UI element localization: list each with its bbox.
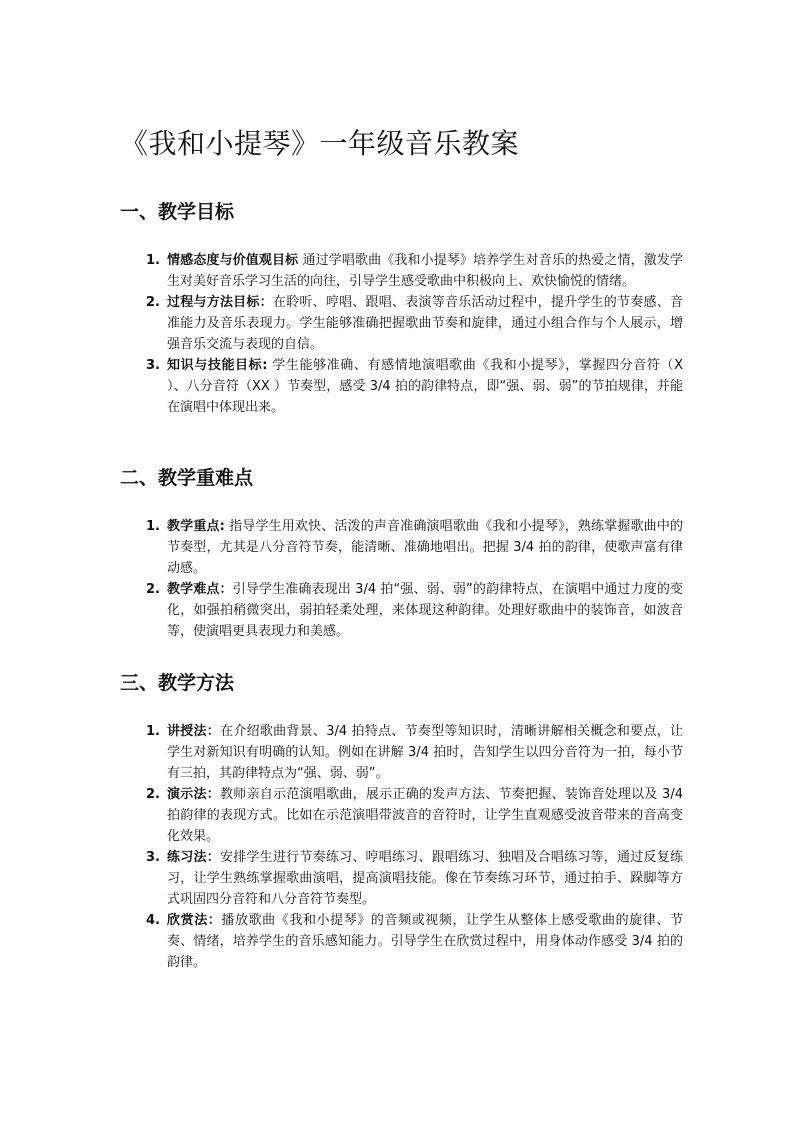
goal-list	[146, 250, 683, 418]
item-text: 播放歌曲《我和小提琴》的音频或视频，让学生从整体上感受歌曲的旋律、节奏、情绪，培养学生的音乐感知能力。引导学生在欣赏过程中，用身体动作感受 3/4 拍的韵律。	[167, 913, 683, 970]
item-text: 在介绍歌曲背景、3/4 拍特点、节奏型等知识时，清晰讲解相关概念和要点，让学生对新知识有明确的认知。例如在讲解 3/4 拍时，告知学生以四分音符为一拍，每小节有三拍，其韵律特点为“强、弱、弱”。	[167, 724, 683, 781]
section-heading: 三、教学方法	[120, 672, 235, 694]
item-text: 在聆听、哼唱、跟唱、表演等音乐活动过程中，提升学生的节奏感、音准能力及音乐表现力。学生能够准确把握歌曲节奏和旋律，通过小组合作与个人展示，增强音乐交流与表现的自信。	[167, 295, 683, 352]
item-text: 引导学生准确表现出 3/4 拍“强、弱、弱”的韵律特点，在演唱中通过力度的变化，如强拍稍微突出，弱拍轻柔处理，来体现这种韵律。处理好歌曲中的装饰音，如波音等，使演唱更具表现力和美感。	[167, 582, 683, 639]
item-number: 4.	[146, 913, 160, 928]
item-number: 1.	[146, 253, 160, 268]
section-heading: 二、教学重难点	[120, 467, 254, 489]
section-key-difficult-points	[120, 464, 684, 639]
item-lead: 教学难点：	[167, 582, 233, 597]
list-item	[146, 355, 683, 418]
item-lead: 情感态度与价值观目标	[167, 253, 299, 268]
item-lead: 讲授法：	[167, 724, 221, 739]
item-number: 1.	[146, 519, 160, 534]
item-number: 3.	[146, 850, 160, 865]
item-number: 3.	[146, 358, 160, 373]
item-lead: 知识与技能目标:	[167, 358, 268, 373]
section-heading: 一、教学目标	[120, 201, 235, 223]
list-item	[146, 579, 683, 642]
item-lead: 演示法：	[167, 787, 221, 802]
item-text: 安排学生进行节奏练习、哼唱练习、跟唱练习、独唱及合唱练习等，通过反复练习，让学生熟练掌握歌曲演唱，提高演唱技能。像在节奏练习环节，通过拍手、跺脚等方式巩固四分音符和八分音符节奏型。	[167, 850, 683, 907]
item-number: 2.	[146, 582, 160, 597]
item-lead: 练习法：	[167, 850, 220, 865]
item-text: 学生能够准确、有感情地演唱歌曲《我和小提琴》，掌握四分音符（X ）、八分音符（XX ）节奏型，感受 3/4 拍的韵律特点，即“强、弱、弱”的节拍规律，并能在演唱中体现出来。	[167, 358, 683, 415]
list-item	[146, 292, 683, 355]
list-item	[146, 721, 683, 784]
section-teaching-methods	[120, 669, 683, 970]
item-lead: 过程与方法目标：	[167, 295, 273, 310]
item-text: 通过学唱歌曲《我和小提琴》培养学生对音乐的热爱之情，激发学生对美好音乐学习生活的向往，引导学生感受歌曲中积极向上、欢快愉悦的情绪。	[167, 253, 683, 289]
item-lead: 欣赏法：	[167, 913, 222, 928]
list-item	[146, 250, 683, 292]
list-item	[146, 847, 683, 910]
item-lead: 教学重点:	[167, 519, 225, 534]
item-text: 教师亲自示范演唱歌曲，展示正确的发声方法、节奏把握、装饰音处理以及 3/4 拍韵律的表现方式。比如在示范演唱带波音的音符时，让学生直观感受波音带来的音高变化效果。	[167, 787, 683, 844]
methods-list	[146, 721, 683, 973]
document-title: 《我和小提琴》一年级音乐教案	[120, 127, 520, 160]
item-number: 2.	[146, 787, 160, 802]
key-points-list	[146, 516, 683, 642]
item-text: 指导学生用欢快、活泼的声音准确演唱歌曲《我和小提琴》，熟练掌握歌曲中的节奏型，尤其是八分音符节奏，能清晰、准确地唱出。把握 3/4 拍的韵律，使歌声富有律动感。	[167, 519, 684, 576]
item-number: 2.	[146, 295, 160, 310]
list-item	[146, 784, 683, 847]
list-item	[146, 910, 683, 973]
item-number: 1.	[146, 724, 160, 739]
list-item	[146, 516, 683, 579]
section-teaching-goals	[120, 198, 683, 415]
